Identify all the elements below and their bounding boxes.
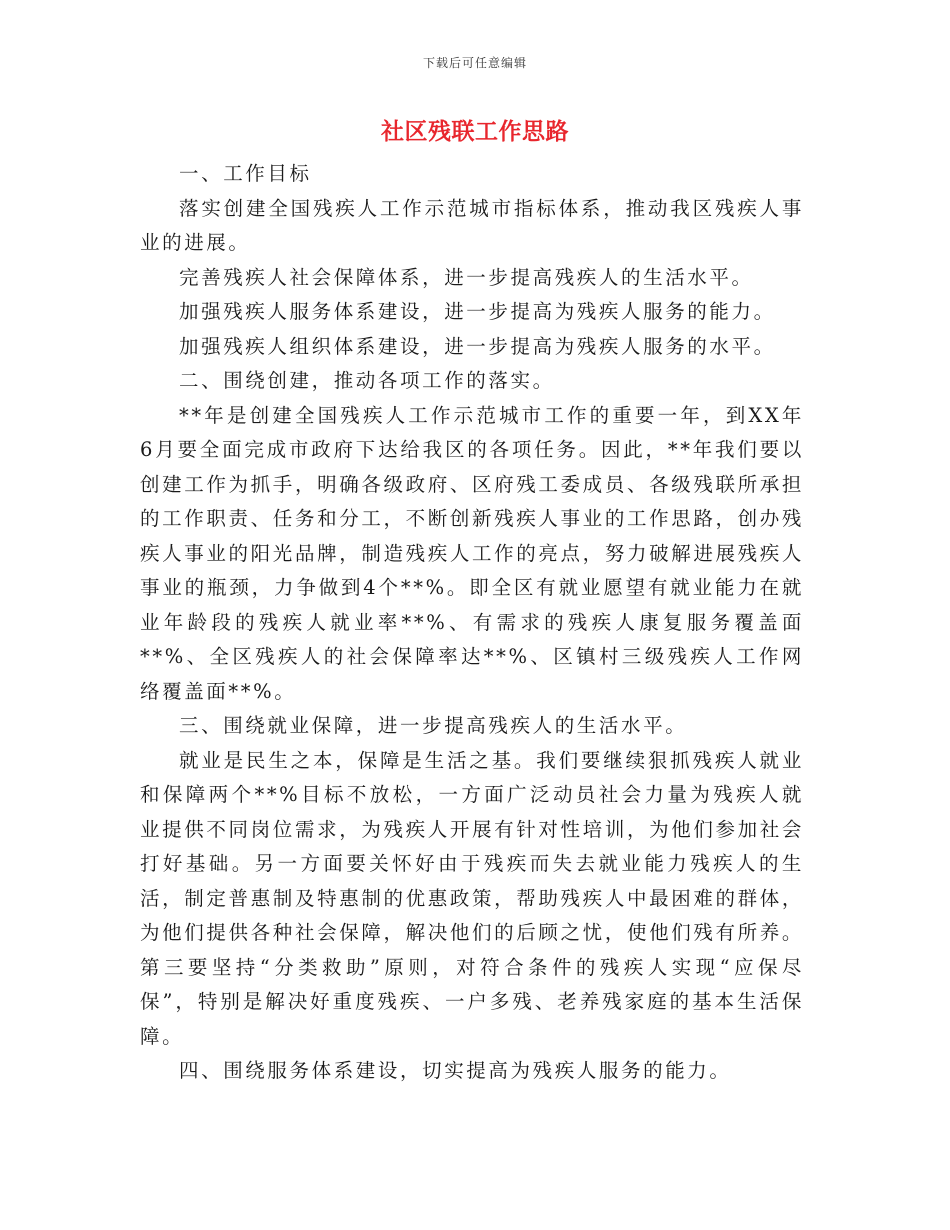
page-header: 下载后可任意编辑 [422, 56, 527, 70]
paragraph: 完善残疾人社会保障体系，进一步提高残疾人的生活水平。 [179, 265, 754, 289]
section-heading-employment: 三、围绕就业保障，进一步提高残疾人的生活水平。 [179, 714, 688, 737]
paragraph: **年是创建全国残疾人工作示范城市工作的重要一年，到XX年6月要全面完成市政府下达给我区的各项任务。因此，**年我们要以创建工作为抓手，明确各级政府、区府残工委成员、各级残联所承担的工作职责、任务和分工，不断创新残疾人事业的工作思路，创办残疾人事业的阳光品牌，制造残疾人工作的亮点，努力破解进展残疾人事业的瓶颈，力争做到4个**%。即全区有就业愿望有就业能力在就业年龄段的残疾人就业率**%、有需求的残疾人康复服务覆盖面**%、全区残疾人的社会保障率达**%、区镇村三级残疾人工作网络覆盖面**%。 [140, 403, 804, 703]
section-heading-services: 四、围绕服务体系建设，切实提高为残疾人服务的能力。 [179, 1059, 732, 1082]
document-title: 社区残联工作思路 [381, 119, 569, 145]
section-heading-creation: 二、围绕创建，推动各项工作的落实。 [179, 369, 555, 392]
section-heading-goals: 一、工作目标 [179, 162, 312, 185]
document-body [140, 157, 804, 1089]
paragraph: 加强残疾人组织体系建设，进一步提高为残疾人服务的水平。 [179, 334, 776, 358]
paragraph: 落实创建全国残疾人工作示范城市指标体系，推动我区残疾人事业的进展。 [140, 196, 804, 254]
paragraph: 加强残疾人服务体系建设，进一步提高为残疾人服务的能力。 [179, 300, 776, 323]
paragraph: 就业是民生之本，保障是生活之基。我们要继续狠抓残疾人就业和保障两个**%目标不放松，一方面广泛动员社会力量为残疾人就业提供不同岗位需求，为残疾人开展有针对性培训，为他们参加社会打好基础。另一方面要关怀好由于残疾而失去就业能力残疾人的生活，制定普惠制及特惠制的优惠政策，帮助残疾人中最困难的群体，为他们提供各种社会保障，解决他们的后顾之忧，使他们残有所养。第三要坚持“分类救助”原则，对符合条件的残疾人实现“应保尽保”，特别是解决好重度残疾、一户多残、老养残家庭的基本生活保障。 [140, 748, 804, 1048]
